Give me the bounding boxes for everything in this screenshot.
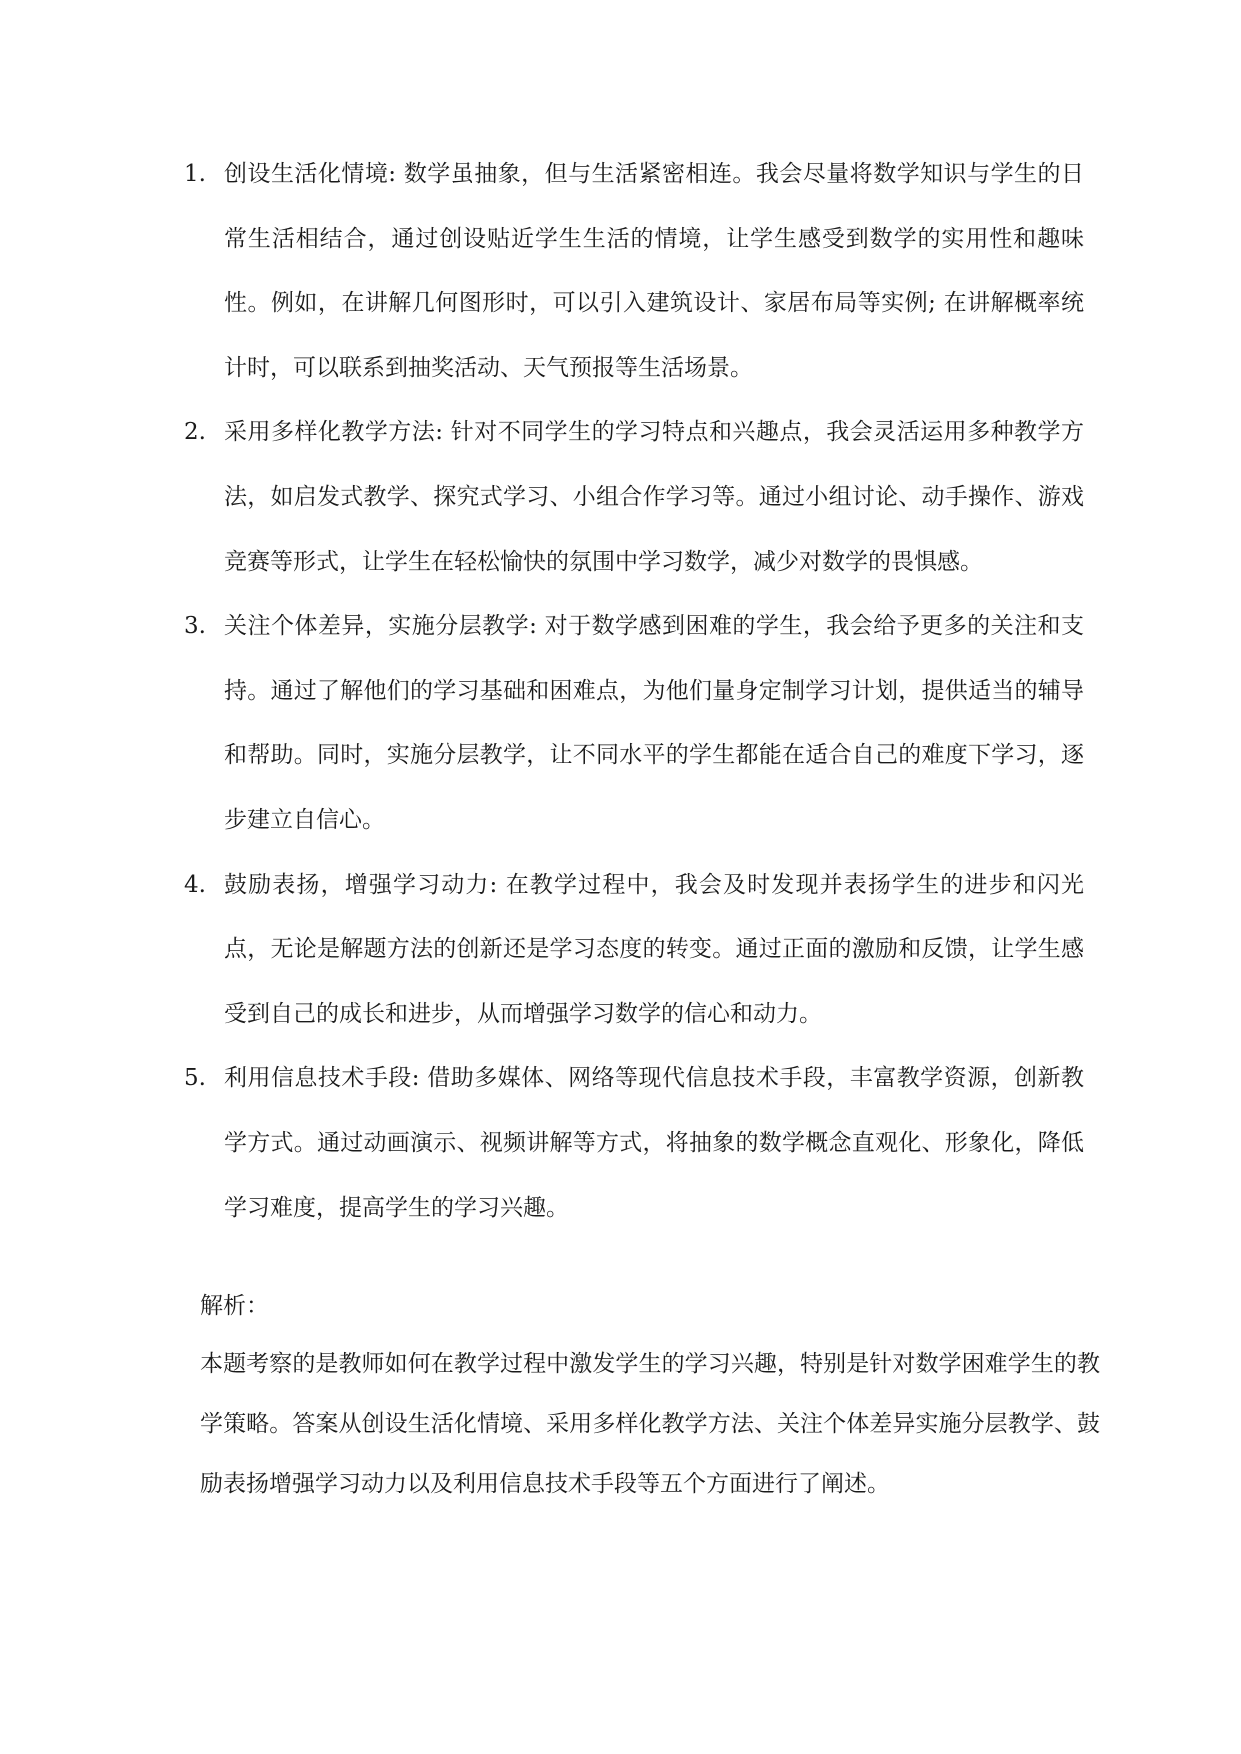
list-item [184, 400, 1084, 594]
list-item [184, 1046, 1084, 1240]
list-item-text: 利用信息技术手段: 借助多媒体、网络等现代信息技术手段，丰富教学资源，创新教学方式。通过动画演示、视频讲解等方式，将抽象的数学概念直观化、形象化，降低学习难度，提高学生的学习兴趣。 [224, 1065, 1084, 1221]
list-item [184, 142, 1084, 400]
list-item-text: 采用多样化教学方法: 针对不同学生的学习特点和兴趣点，我会灵活运用多种教学方法，如启发式教学、探究式学习、小组合作学习等。通过小组讨论、动手操作、游戏竞赛等形式，让学生在轻松愉快的氛围中学习数学，减少对数学的畏惧感。 [224, 419, 1084, 575]
list-item-number: 4. [184, 871, 206, 898]
list-item [184, 853, 1084, 1047]
list-item-number: 1. [184, 161, 206, 187]
list-item-number: 3. [184, 613, 206, 640]
list-item-text: 鼓励表扬，增强学习动力: 在教学过程中，我会及时发现并表扬学生的进步和闪光点，无论是解题方法的创新还是学习态度的转变。通过正面的激励和反馈，让学生感受到自己的成长和进步，从而增强学习数学的信心和动力。 [224, 871, 1084, 1027]
analysis-label: 解析： [200, 1293, 269, 1319]
list-item-text: 关注个体差异，实施分层教学: 对于数学感到困难的学生，我会给予更多的关注和支持。通过了解他们的学习基础和困难点，为他们量身定制学习计划，提供适当的辅导和帮助。同时，实施分层教学，让不同水平的学生都能在适合自己的难度下学习，逐步建立自信心。 [224, 613, 1084, 833]
answer-list [184, 142, 1084, 1240]
list-item-text: 创设生活化情境: 数学虽抽象，但与生活紧密相连。我会尽量将数学知识与学生的日常生活相结合，通过创设贴近学生生活的情境，让学生感受到数学的实用性和趣味性。例如，在讲解几何图形时，可以引入建筑设计、家居布局等实例; 在讲解概率统计时，可以联系到抽奖活动、天气预报等生活场景。 [224, 161, 1084, 381]
list-item [184, 594, 1084, 852]
list-item-number: 2. [184, 419, 206, 446]
analysis-text: 本题考察的是教师如何在教学过程中激发学生的学习兴趣，特别是针对数学困难学生的教学策略。答案从创设生活化情境、采用多样化教学方法、关注个体差异实施分层教学、鼓励表扬增强学习动力以及利用信息技术手段等五个方面进行了阐述。 [200, 1351, 1100, 1497]
list-item-number: 5. [184, 1065, 206, 1092]
